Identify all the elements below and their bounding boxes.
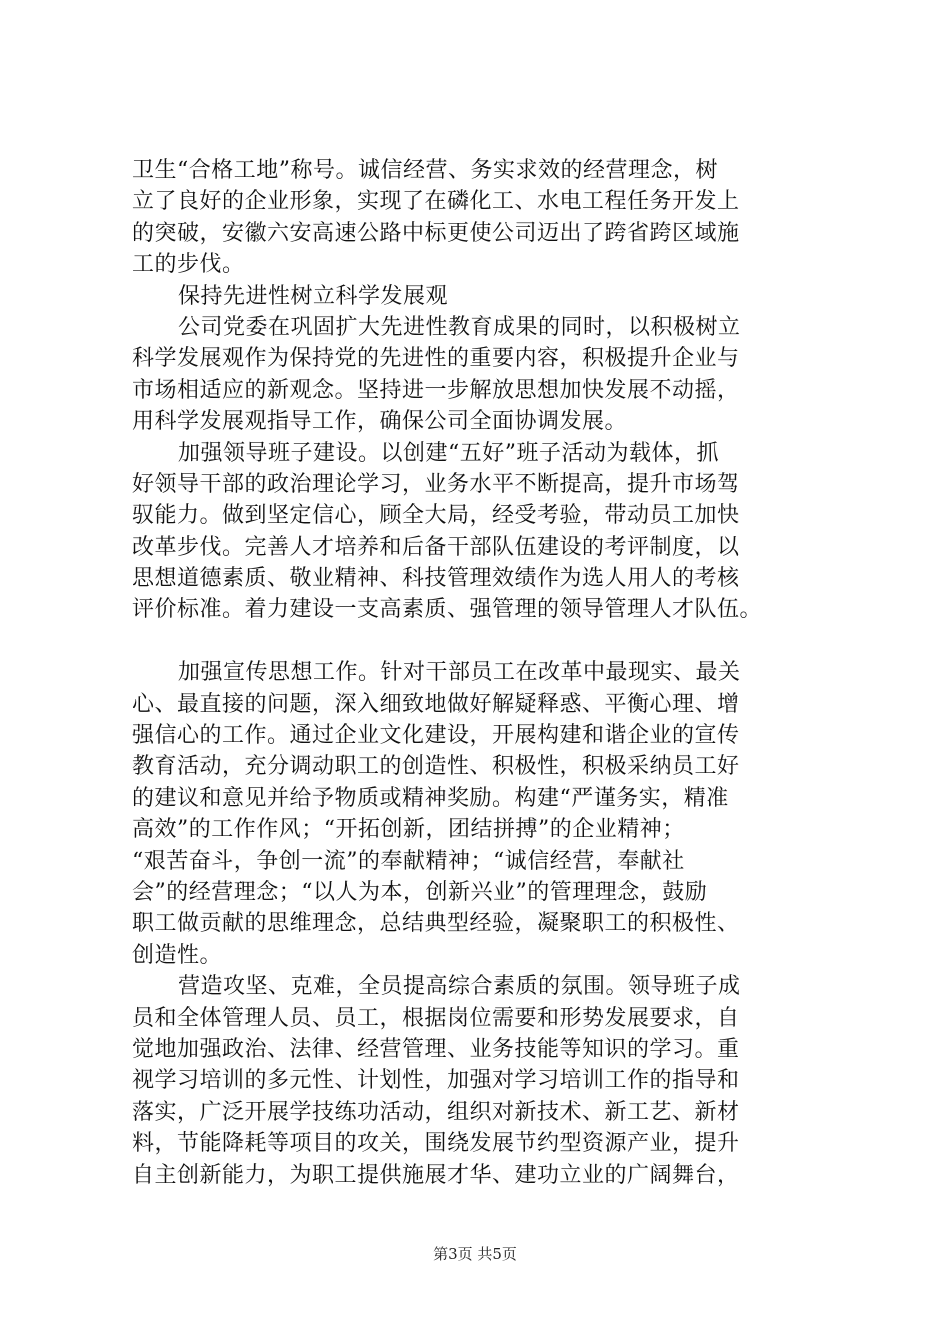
text-line: 思想道德素质、敬业精神、科技管理效绩作为选人用人的考核 [132, 566, 740, 592]
text-line: 改革步伐。完善人才培养和后备干部队伍建设的考评制度，以 [132, 534, 740, 560]
text-line: 卫生“合格工地”称号。诚信经营、务实求效的经营理念，树 [132, 158, 718, 183]
section-heading: 保持先进性树立科学发展观 [178, 283, 449, 309]
page-number: 第3页 共5页 [433, 1245, 517, 1263]
text-line: 的建议和意见并给予物质或精神奖励。构建“严谨务实，精准 [132, 785, 729, 811]
text-line: 员和全体管理人员、员工，根据岗位需要和形势发展要求，自 [132, 1005, 740, 1031]
text-line: 公司党委在巩固扩大先进性教育成果的同时，以积极树立 [178, 314, 741, 340]
paragraph-gap [132, 626, 832, 657]
text-line: 视学习培训的多元性、计划性，加强对学习培训工作的指导和 [132, 1068, 740, 1094]
text-line: 强信心的工作。通过企业文化建设，开展构建和谐企业的宣传 [132, 723, 740, 749]
text-line: 立了良好的企业形象，实现了在磷化工、水电工程任务开发上 [132, 189, 740, 215]
text-line: 用科学发展观指导工作，确保公司全面协调发展。 [132, 409, 628, 435]
text-line: 高效”的工作作风；“开拓创新，团结拼搏”的企业精神； [132, 817, 685, 843]
text-line: 觉地加强政治、法律、经营管理、业务技能等知识的学习。重 [132, 1036, 740, 1062]
text-line: 营造攻坚、克难，全员提高综合素质的氛围。领导班子成 [178, 974, 741, 1000]
text-line: 的突破，安徽六安高速公路中标更使公司迈出了跨省跨区域施 [132, 220, 740, 246]
text-line: 自主创新能力，为职工提供施展才华、建功立业的广阔舞台， [132, 1162, 740, 1188]
text-line: 料，节能降耗等项目的攻关，围绕发展节约型资源产业，提升 [132, 1131, 740, 1157]
text-line: 科学发展观作为保持党的先进性的重要内容，积极提升企业与 [132, 346, 740, 372]
text-line: 驭能力。做到坚定信心，顾全大局，经受考验，带动员工加快 [132, 503, 740, 529]
body-text [132, 155, 832, 1191]
text-line: 工的步伐。 [132, 252, 245, 278]
text-line: 会”的经营理念；“以人为本，创新兴业”的管理理念，鼓励 [132, 879, 708, 905]
text-line: 落实，广泛开展学技练功活动，组织对新技术、新工艺、新材 [132, 1099, 740, 1125]
text-line: 市场相适应的新观念。坚持进一步解放思想加快发展不动摇， [132, 377, 740, 403]
text-line: 心、最直接的问题，深入细致地做好解疑释惑、平衡心理、增 [132, 691, 740, 717]
text-line: “艰苦奋斗，争创一流”的奉献精神；“诚信经营，奉献社 [132, 848, 685, 874]
text-line: 职工做贡献的思维理念，总结典型经验，凝聚职工的积极性、 [132, 911, 740, 937]
text-line: 评价标准。着力建设一支高素质、强管理的领导管理人才队伍。 [132, 597, 763, 623]
text-line: 加强宣传思想工作。针对干部员工在改革中最现实、最关 [178, 660, 741, 686]
text-line: 教育活动，充分调动职工的创造性、积极性，积极采纳员工好 [132, 754, 740, 780]
text-line: 创造性。 [132, 942, 223, 968]
text-line: 好领导干部的政治理论学习，业务水平不断提高，提升市场驾 [132, 471, 740, 497]
text-line: 加强领导班子建设。以创建“五好”班子活动为载体，抓 [178, 440, 719, 466]
